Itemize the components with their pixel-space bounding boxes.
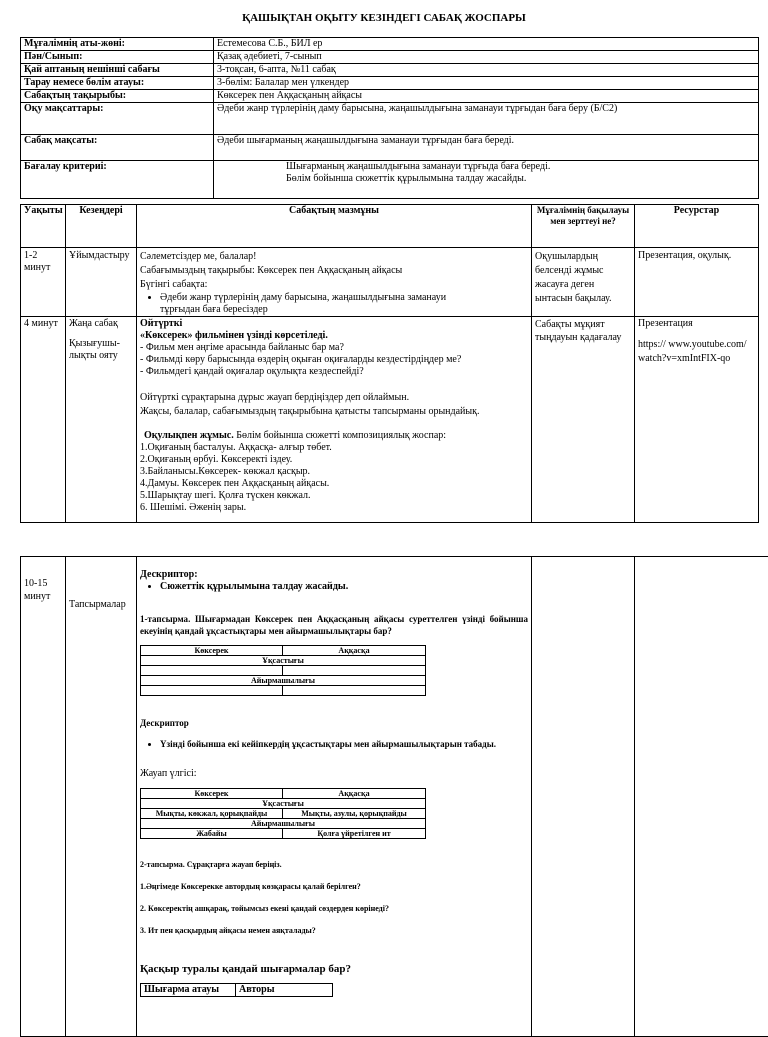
sample-table xyxy=(140,788,426,839)
descriptor2-title: Дескриптор xyxy=(140,718,528,729)
empty-cell xyxy=(141,686,283,696)
plan-item: 2.Оқиғаның өрбуі. Көксеректі іздеу. xyxy=(140,454,528,466)
row2-teacher: Сабақты мұқият тыңдауын қадағалау xyxy=(532,317,635,523)
bullet-item: • Әдеби жанр түрлерінің даму барысына, жаңашылдығына заманауи тұрғыдан баға бересіздер xyxy=(160,292,528,316)
task2-lead: 2-тапсырма xyxy=(140,860,183,869)
info-value: Әдеби шығарманың жаңашылдығына заманауи тұрғыдан баға береді. xyxy=(214,135,759,161)
document-title: ҚАШЫҚТАН ОҚЫТУ КЕЗІНДЕГІ САБАҚ ЖОСПАРЫ xyxy=(0,12,768,24)
question: 2. Көксеректің ашқарақ, тойымсыз екені қандай сөздерден көрінеді? xyxy=(140,903,528,915)
empty-cell xyxy=(283,686,426,696)
table-cell: Мықты, көкжал, қорықпайды xyxy=(141,809,283,819)
header-content: Сабақтың мазмұны xyxy=(137,205,532,248)
film-heading: «Көксерек» фильмінен үзінді көрсетіледі. xyxy=(140,330,528,342)
info-label: Қай аптаның нешінші сабағы xyxy=(21,64,214,77)
info-label: Мұғалімнің аты-жөні: xyxy=(21,38,214,51)
task2 xyxy=(140,859,528,871)
lesson-table xyxy=(20,204,759,523)
row1-time: 1-2 минут xyxy=(21,248,66,317)
empty-cell xyxy=(283,666,426,676)
plan-item: 1.Оқиғаның басталуы. Аққасқа- алғыр төбет. xyxy=(140,442,528,454)
plan-item: 5.Шарықтау шегі. Қолға түскен көкжал. xyxy=(140,490,528,502)
work-rest: Бөлім бойынша сюжетті композициялық жоспар: xyxy=(234,430,446,441)
text-line: Сәлеметсіздер ме, балалар! xyxy=(140,250,528,264)
text-line: Жақсы, балалар, сабағымыздың тақырыбына қатысты тапсырманы орындайық. xyxy=(140,406,528,418)
info-table xyxy=(20,37,759,199)
row3-time: 10-15 минут xyxy=(21,557,66,1037)
tasks-table xyxy=(20,556,768,1037)
table-cell: Жабайы xyxy=(141,829,283,839)
question: - Фильмдегі қандай оқиғалар оқулықта кездеспейді? xyxy=(140,366,528,378)
criterion-2: Бөлім бойынша сюжеттік құрылымына талдау жасайды. xyxy=(286,173,755,185)
row3-content xyxy=(137,557,532,1037)
work-line xyxy=(140,430,528,442)
empty-cell xyxy=(141,666,283,676)
info-label: Сабақтың тақырыбы: xyxy=(21,90,214,103)
wolf-question: Қасқыр туралы қандай шығармалар бар? xyxy=(140,963,528,975)
resource-link[interactable]: https:// www.youtube.com/ watch?v=xmIntFIX-qo xyxy=(638,338,755,366)
row1-content xyxy=(137,248,532,317)
row1-stage: Ұйымдастыру xyxy=(66,248,137,317)
row1-resources: Презентация, оқулық. xyxy=(635,248,759,317)
text-line: Ойтүрткі сұрақтарына дұрыс жауап бердіңіздер деп ойлаймын. xyxy=(140,392,528,404)
resource-presentation: Презентация xyxy=(638,318,755,330)
work-bold: Оқулықпен жұмыс. xyxy=(140,430,234,441)
task2-text: . Сұрақтарға жауап беріңіз. xyxy=(183,860,282,869)
header-resources: Ресурстар xyxy=(635,205,759,248)
row3-stage: Тапсырмалар xyxy=(66,557,137,1037)
row2-time: 4 минут xyxy=(21,317,66,523)
header-time: Уақыты xyxy=(21,205,66,248)
info-value: Әдеби жанр түрлерінің даму барысына, жаңашылдығына заманауи тұрғыдан баға беру (Б/С2) xyxy=(214,103,759,135)
similarity-header: Ұқсастығы xyxy=(141,799,426,809)
plan-item: 4.Дамуы. Көксерек пен Аққасқаның айқасы. xyxy=(140,478,528,490)
comparison-table xyxy=(140,645,426,696)
header-teacher: Мұғалімнің бақылауы мен зерттеуі не? xyxy=(532,205,635,248)
works-table xyxy=(140,983,333,997)
col-header: Авторы xyxy=(236,984,333,997)
descriptor-title: Дескриптор: xyxy=(140,569,528,581)
section-heading: Ойтүрткі xyxy=(140,318,528,330)
col-header: Аққасқа xyxy=(283,646,426,656)
sample-label: Жауап үлгісі: xyxy=(140,768,528,780)
similarity-header: Ұқсастығы xyxy=(141,656,426,666)
info-value: 3-тоқсан, 6-апта, №11 сабақ xyxy=(214,64,759,77)
info-value xyxy=(214,161,759,199)
info-value: Естемесова С.Б., БИЛ ер xyxy=(214,38,759,51)
row3-resources xyxy=(635,557,768,1037)
table-cell: Қолға үйретілген ит xyxy=(283,829,426,839)
row2-stage xyxy=(66,317,137,523)
info-label: Сабақ мақсаты: xyxy=(21,135,214,161)
row2-content xyxy=(137,317,532,523)
stage-new-lesson: Жаңа сабақ xyxy=(69,318,133,330)
info-label: Оқу мақсаттары: xyxy=(21,103,214,135)
col-header: Шығарма атауы xyxy=(141,984,236,997)
row1-teacher: Оқушылардың белсенді жұмыс жасауға деген ынтасын бақылау. xyxy=(532,248,635,317)
row2-resources xyxy=(635,317,759,523)
descriptor-bullet: • Сюжеттік құрылымына талдау жасайды. xyxy=(160,581,528,593)
task1-lead: 1-тапсырма xyxy=(140,614,188,624)
question: - Фильм мен әңгіме арасында байланыс бар ма? xyxy=(140,342,528,354)
descriptor2-bullet: • Үзінді бойынша екі кейіпкердің ұқсастықтары мен айырмашылықтарын табады. xyxy=(160,739,528,750)
plan-item: 6. Шешімі. Әженің зары. xyxy=(140,502,528,514)
task1-text: . Шығармадан Көксерек пен Аққасқаның айқасы суреттелген үзінді бойынша екеуінің қандай ұқсастықтары мен айырмашылықтары бар? xyxy=(140,614,528,636)
difference-header: Айырмашылығы xyxy=(141,819,426,829)
col-header: Көксерек xyxy=(141,789,283,799)
question: - Фильмді көру барысында өздерің оқыған оқиғаларды кездестірдіңдер ме? xyxy=(140,354,528,366)
question: 3. Ит пен қасқырдың айқасы немен аяқталады? xyxy=(140,925,528,937)
plan-item: 3.Байланысы.Көксерек- көкжал қасқыр. xyxy=(140,466,528,478)
info-value: 3-бөлім: Балалар мен үлкендер xyxy=(214,77,759,90)
col-header: Аққасқа xyxy=(283,789,426,799)
info-label: Бағалау критериі: xyxy=(21,161,214,199)
stage-interest: Қызығушы-лықты ояту xyxy=(69,338,133,362)
table-cell: Мықты, азулы, қорықпайды xyxy=(283,809,426,819)
task1 xyxy=(140,613,528,637)
criterion-1: Шығарманың жаңашылдығына заманауи тұрғыда баға береді. xyxy=(286,161,755,173)
info-value: Көксерек пен Аққасқаның айқасы xyxy=(214,90,759,103)
difference-header: Айырмашылығы xyxy=(141,676,426,686)
text-line: Бүгінгі сабақта: xyxy=(140,278,528,292)
question: 1.Әңгімеде Көксерекке автордың көзқарасы қалай берілген? xyxy=(140,881,528,893)
text-line: Сабағымыздың тақырыбы: Көксерек пен Аққасқаның айқасы xyxy=(140,264,528,278)
row3-teacher xyxy=(532,557,635,1037)
info-label: Пән/Сынып: xyxy=(21,51,214,64)
header-stage: Кезеңдері xyxy=(66,205,137,248)
col-header: Көксерек xyxy=(141,646,283,656)
info-value: Қазақ әдебиеті, 7-сынып xyxy=(214,51,759,64)
info-label: Тарау немесе бөлім атауы: xyxy=(21,77,214,90)
